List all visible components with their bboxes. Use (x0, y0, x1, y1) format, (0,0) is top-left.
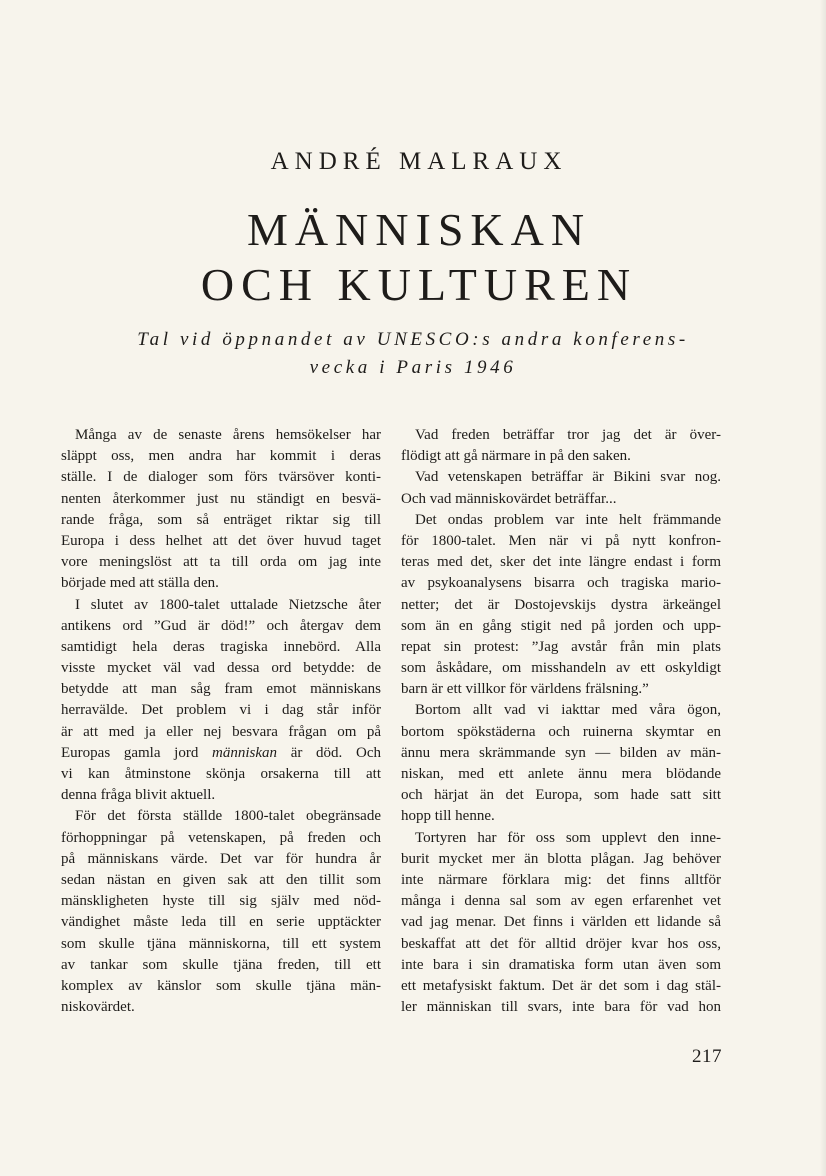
text-segment: antikens ord ”Gud är död!” och återgav dem (61, 617, 381, 634)
text-segment: ett metafysiskt faktum. Det är det som i dag stäl- (401, 977, 721, 994)
text-segment: Det ondas problem var inte helt främmande (415, 511, 721, 528)
text-segment: rande fråga, som så enträget riktar sig till (61, 511, 381, 528)
text-segment: För det första ställde 1800-talet obegränsade (75, 808, 381, 825)
text-line (401, 849, 721, 870)
text-line (61, 934, 381, 955)
text-segment: Vad vetenskapen beträffar är Bikini svar nog. (415, 469, 721, 486)
text-line (61, 658, 381, 679)
title-line-2: OCH KULTUREN (200, 259, 638, 310)
text-segment: barn är ett villkor för världens frälsning.” (401, 681, 649, 698)
text-segment: som skulle tjäna människorna, till ett system (61, 935, 381, 952)
text-line (61, 764, 381, 785)
text-segment: är död. Och (290, 744, 381, 761)
text-line (401, 976, 721, 997)
text-line (61, 489, 381, 510)
text-segment: Europas gamla jord (61, 744, 199, 761)
text-segment: teras med det, sker det inte längre endast i form (401, 554, 721, 571)
text-line (401, 467, 721, 488)
text-segment: vore meningslöst att ta till orda om jag inte (61, 554, 381, 571)
text-segment: inte bara i sin dramatiska form utan även som (401, 956, 721, 973)
text-line (401, 934, 721, 955)
text-segment: för 1800-talet. Men när vi på nytt konfron- (401, 532, 721, 549)
text-segment: betydde att man såg fram emot människans (61, 681, 381, 698)
text-line (61, 467, 381, 488)
text-line (61, 595, 381, 616)
text-line (401, 425, 721, 446)
text-line (61, 637, 381, 658)
page-edge (820, 0, 826, 1176)
text-line (61, 679, 381, 700)
text-line (401, 616, 721, 637)
text-line (401, 700, 721, 721)
text-line (61, 616, 381, 637)
emphasized-word: människan (212, 744, 278, 761)
text-segment: av psykoanalysens bisarra och tragiska mario- (401, 575, 721, 592)
text-segment: komplex av känslor som skulle tjäna män- (61, 977, 381, 994)
text-line (401, 446, 721, 467)
text-line (401, 510, 721, 531)
text-line (61, 828, 381, 849)
text-segment: ställe. I de dialoger som förs tvärsöver konti- (61, 469, 381, 486)
text-line (401, 595, 721, 616)
text-segment: herravälde. Det problem vi i dag står inför (61, 702, 381, 719)
text-line (61, 425, 381, 446)
text-segment: och härjat än det Europa, som hade satt sitt (401, 787, 721, 804)
text-segment: samtidigt hela deras tragiska innebörd. Alla (61, 638, 381, 655)
text-line (61, 912, 381, 933)
text-segment: beskaffat att det för alltid dröjer kvar hos oss, (401, 935, 721, 952)
subtitle-line-2: vecka i Paris 1946 (309, 357, 517, 378)
text-line (61, 722, 381, 743)
text-line (401, 679, 721, 700)
text-segment: denna fråga blivit aktuell. (61, 787, 216, 804)
text-segment: började med att ställa den. (61, 575, 219, 592)
text-line (61, 976, 381, 997)
text-segment: sedan nästan en given sak att den tillit som (61, 871, 381, 888)
text-segment: niskan, med ett anlete ännu mera blödande (401, 766, 721, 782)
text-line (61, 806, 381, 827)
subtitle-line-1: Tal vid öppnandet av UNESCO:s andra konferens- (137, 329, 689, 350)
text-segment: vad jag menar. Det finns i världen ett lidande så (401, 914, 721, 931)
text-segment: vi kan åtminstone skönja orsakerna till att (61, 766, 381, 782)
text-segment: är att med ja eller nej besvara frågan om på (61, 723, 381, 740)
text-segment: Europa i dess helhet att det över huvud taget (61, 532, 381, 549)
text-line (401, 722, 721, 743)
text-segment: netter; det är Dostojevskijs dystra ärkeängel (401, 596, 721, 613)
text-line (61, 700, 381, 721)
text-line (61, 446, 381, 467)
text-line (401, 891, 721, 912)
text-line (61, 531, 381, 552)
text-line (61, 573, 381, 594)
text-line (401, 912, 721, 933)
text-segment: hopp till henne. (401, 808, 495, 825)
text-segment: många i denna sal som av egen erfarenhet vet (401, 893, 721, 910)
text-segment: I slutet av 1800-talet uttalade Nietzsche åter (75, 596, 381, 613)
text-line (61, 849, 381, 870)
text-segment: niskovärdet. (61, 999, 135, 1016)
text-line (401, 489, 721, 510)
text-segment: ännu mera skrämmande syn — bilden av män- (401, 744, 721, 761)
text-line (401, 997, 721, 1018)
text-line (61, 891, 381, 912)
text-segment: förhoppningar på vetenskapen, på freden och (61, 829, 381, 846)
text-segment: som åskådare, om misshandeln av ett oskyldigt (401, 660, 721, 677)
text-line (401, 785, 721, 806)
text-line (401, 573, 721, 594)
text-segment: visste mycket väl vad dessa ord betydde: de (61, 660, 381, 677)
text-segment: på människans värde. Det var för hundra år (61, 850, 381, 867)
text-line (401, 870, 721, 891)
author-name: ANDRÉ MALRAUX (270, 148, 568, 175)
text-segment: nenten återkommer just nu ständigt en besvä- (61, 490, 381, 507)
right-column (401, 425, 721, 1018)
text-line (61, 870, 381, 891)
text-line (401, 531, 721, 552)
text-line (61, 785, 381, 806)
page-number: 217 (692, 1046, 722, 1067)
text-segment: ler människan till svars, inte bara för vad hon (401, 999, 721, 1016)
text-line (61, 955, 381, 976)
text-line (401, 764, 721, 785)
left-column (61, 425, 381, 1018)
text-segment: Många av de senaste årens hemsökelser har (75, 427, 381, 443)
text-segment: mänskligheten hyste till sig själv med nöd- (61, 893, 381, 910)
text-segment: burit mycket mer än blotta plågan. Jag behöver (401, 850, 721, 867)
text-segment: bortom spökstäderna och ruinerna skymtar en (401, 723, 721, 740)
text-line (401, 743, 721, 764)
text-line (61, 743, 381, 764)
text-segment: Bortom allt vad vi iakttar med våra ögon, (415, 702, 721, 719)
text-segment: av tankar som skulle tjäna freden, till ett (61, 956, 381, 973)
text-line (401, 658, 721, 679)
text-line (401, 828, 721, 849)
text-line (61, 997, 381, 1018)
text-line (61, 510, 381, 531)
text-line (401, 955, 721, 976)
text-segment: Vad freden beträffar tror jag det är över- (415, 427, 721, 443)
text-segment: inte närmare förklara mig: det finns alltför (401, 871, 721, 888)
text-line (401, 552, 721, 573)
text-segment: repat sin protest: ”Jag avstår från min plats (401, 638, 721, 655)
text-segment: flödigt att gå närmare in på den saken. (401, 448, 631, 465)
text-line (61, 552, 381, 573)
text-segment: släppt oss, men andra har kommit i deras (61, 448, 381, 465)
title-line-1: MÄNNISKAN (246, 204, 592, 255)
text-segment: Och vad människovärdet beträffar... (401, 490, 617, 507)
text-segment: som än en gång stigit ned på jorden och upp- (401, 617, 721, 634)
text-line (401, 637, 721, 658)
text-segment: Tortyren har för oss som upplevt den inne- (415, 829, 721, 846)
text-segment: vändighet måste leda till en serie upptäckter (61, 914, 381, 931)
text-line (401, 806, 721, 827)
